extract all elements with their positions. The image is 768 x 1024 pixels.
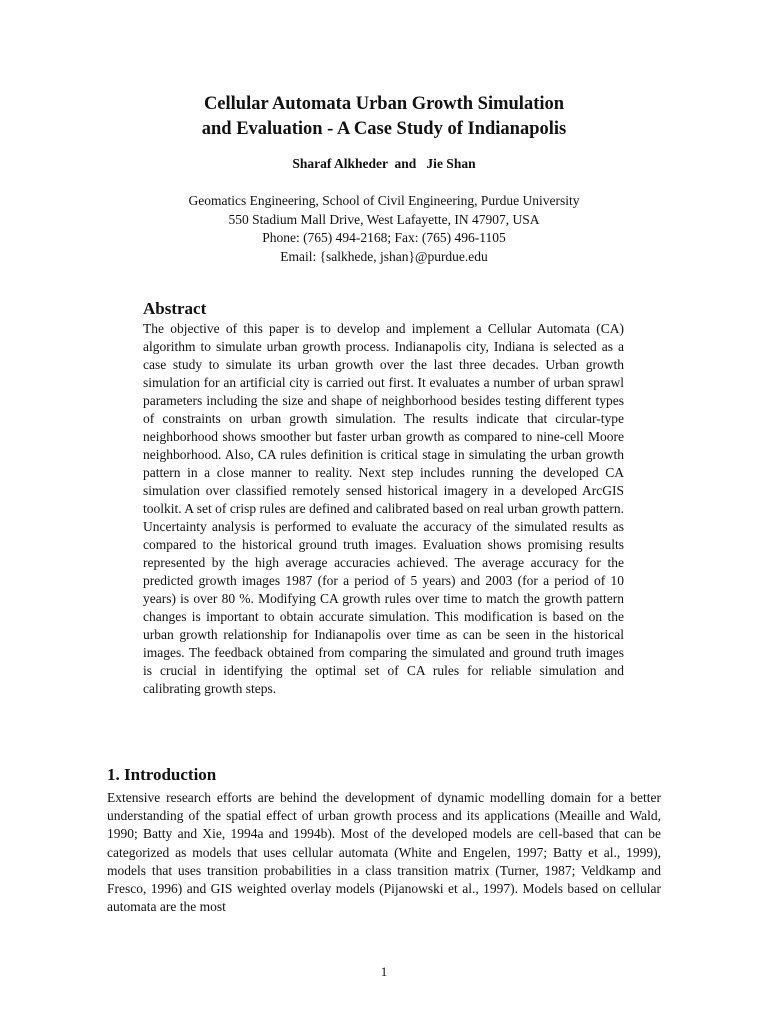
email-line: Email: {salkhede, jshan}@purdue.edu — [280, 248, 488, 264]
phone-fax-line: Phone: (765) 494-2168; Fax: (765) 496-1105 — [262, 230, 506, 245]
paper-title-line-1: Cellular Automata Urban Growth Simulation — [203, 94, 565, 114]
page-number: 1 — [380, 964, 388, 979]
paper-title — [0, 92, 768, 142]
abstract-body: The objective of this paper is to develop and implement a Cellular Automata (CA) algorithm to simulate urban growth process. Indianapolis city, Indiana is selected as a case study to simulate its urban growth over the last three decades. Urban growth simulation for an artificial city is carried out first. It evaluates a number of urban sprawl parameters including the size and shape of neighborhood besides testing different types of constraints on urban growth simulation. The results indicate that circular-type neighborhood shows smoother but faster urban growth as compared to nine-cell Moore neighborhood. Also, CA rules definition is critical stage in simulating the urban growth pattern in a close manner to reality. Next step includes running the developed CA simulation over classified remotely sensed historical imagery in a developed ArcGIS toolkit. A set of crisp rules are defined and calibrated based on real urban growth pattern. Uncertainty analysis is performed to evaluate the accuracy of the simulated results as compared to the historical ground truth images. Evaluation shows promising results represented by the high average accuracies achieved. The average accuracy for the predicted growth images 1987 (for a period of 5 years) and 2003 (for a period of 10 years) is over 80 %. Modifying CA growth rules over time to match the growth pattern changes is important to obtain accurate simulation. This modification is based on the urban growth relationship for Indianapolis over time as can be seen in the historical images. The feedback obtained from comparing the simulated and ground truth images is crucial in identifying the optimal set of CA rules for reliable simulation and calibrating growth steps. — [143, 321, 624, 696]
affiliation-line: Geomatics Engineering, School of Civil Engineering, Purdue University — [188, 193, 580, 208]
address-line: 550 Stadium Mall Drive, West Lafayette, IN 47907, USA — [228, 211, 540, 227]
paper-title-line-2: and Evaluation - A Case Study of Indianapolis — [201, 119, 567, 139]
introduction-body: Extensive research efforts are behind the development of dynamic modelling domain for a better understanding of the spatial effect of urban growth process and its applications (Meaille and Wald, 1990; Batty and Xie, 1994a and 1994b). Most of the developed models are cell-based that can be categorized as models that uses cellular automata (White and Engelen, 1997; Batty et al., 1999), models that uses transition probabilities in a class transition matrix (Turner, 1987; Veldkamp and Fresco, 1996) and GIS weighted overlay models (Pijanowski et al., 1997). Models based on cellular automata are the most — [107, 790, 661, 915]
abstract-heading: Abstract — [143, 299, 207, 318]
authors: Sharaf Alkheder and Jie Shan — [292, 156, 476, 171]
affiliation-block — [0, 192, 768, 266]
introduction-heading: 1. Introduction — [107, 765, 217, 784]
